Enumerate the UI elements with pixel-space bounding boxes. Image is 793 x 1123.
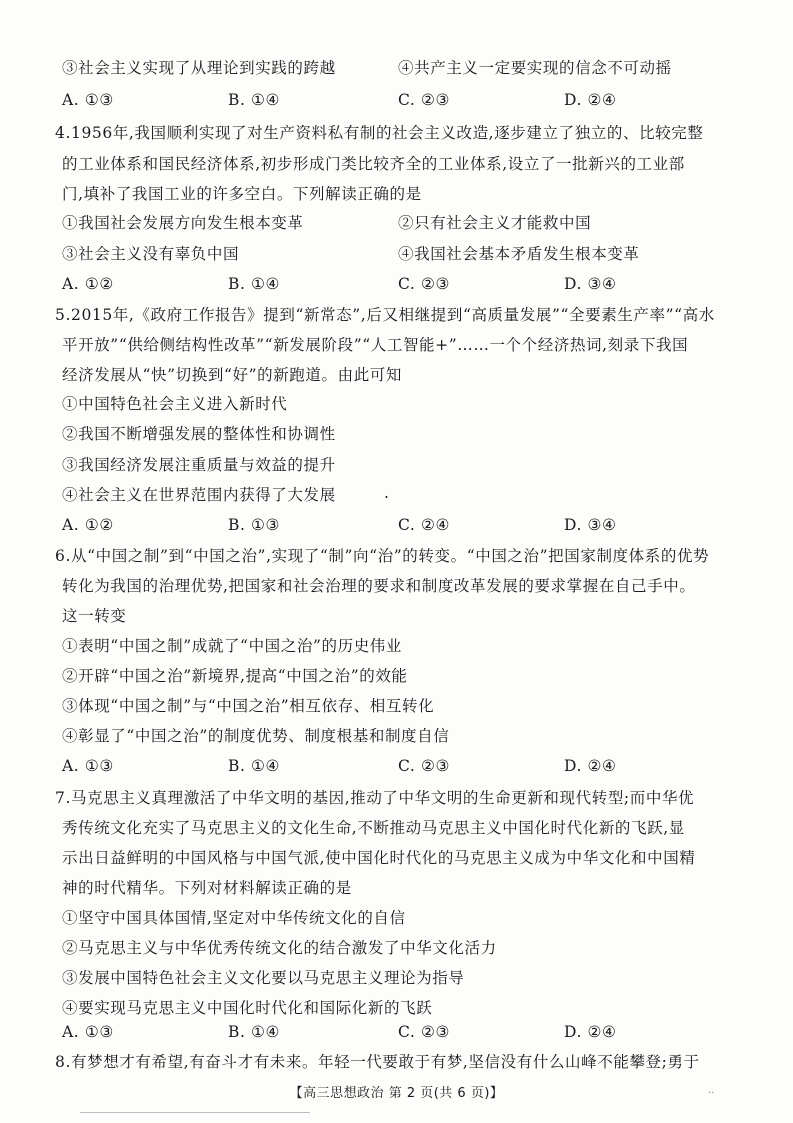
answer-c: C. ②③ xyxy=(398,91,450,109)
option-1-q7: ①坚守中国具体国情,坚定对中华传统文化的自信 xyxy=(62,909,406,927)
answer-c: C. ②③ xyxy=(398,275,450,293)
answer-a: A. ①③ xyxy=(62,91,114,109)
option-3-q3: ③社会主义实现了从理论到实践的跨越 xyxy=(62,59,336,77)
question-4-stem-cont: 门,填补了我国工业的许多空白。下列解读正确的是 xyxy=(62,185,422,203)
option-2-q5: ②我国不断增强发展的整体性和协调性 xyxy=(62,425,336,443)
option-3-q5: ③我国经济发展注重质量与效益的提升 xyxy=(62,456,336,474)
option-3-q6: ③体现“中国之制”与“中国之治”相互依存、相互转化 xyxy=(62,697,435,715)
option-1-q5: ①中国特色社会主义进入新时代 xyxy=(62,395,288,413)
option-1-q6: ①表明“中国之制”成就了“中国之治”的历史伟业 xyxy=(62,637,402,655)
question-7-stem: 7.马克思主义真理激活了中华文明的基因,推动了中华文明的生命更新和现代转型;而中华优 xyxy=(55,789,695,807)
question-6-stem-cont: 转化为我国的治理优势,把国家和社会治理的要求和制度改革发展的要求掌握在自己手中。 xyxy=(62,577,696,595)
option-1-q4: ①我国社会发展方向发生根本变革 xyxy=(62,214,304,232)
answer-b: B. ①③ xyxy=(228,516,281,534)
question-7-stem-cont: 神的时代精华。下列对材料解读正确的是 xyxy=(62,879,352,897)
question-5-stem: 5.2015年,《政府工作报告》提到“新常态”,后又相继提到“高质量发展”“全要素生产率”“高水 xyxy=(55,306,715,324)
answer-b: B. ①④ xyxy=(228,91,281,109)
answer-d: D. ②④ xyxy=(564,1023,617,1041)
answer-a: A. ①② xyxy=(62,516,114,534)
answer-b: B. ①④ xyxy=(228,1023,281,1041)
option-3-q4: ③社会主义没有辜负中国 xyxy=(62,245,240,263)
answer-d: D. ③④ xyxy=(564,275,617,293)
answer-a: A. ①③ xyxy=(62,757,114,775)
stray-mark: . xyxy=(384,484,390,502)
answer-d: D. ②④ xyxy=(564,91,617,109)
answer-c: C. ②③ xyxy=(398,1023,450,1041)
scan-artifact-line xyxy=(80,1112,310,1113)
corner-mark: ·· xyxy=(708,1088,715,1099)
question-6-stem: 6.从“中国之制”到“中国之治”,实现了“制”向“治”的转变。“中国之治”把国家制度体系的优势 xyxy=(55,547,710,565)
answer-c: C. ②④ xyxy=(398,516,450,534)
question-5-stem-cont: 经济发展从“快”切换到“好”的新跑道。由此可知 xyxy=(62,366,402,384)
page-footer: 【高三思想政治 第 2 页(共 6 页)】 xyxy=(289,1086,504,1101)
option-4-q6: ④彰显了“中国之治”的制度优势、制度根基和制度自信 xyxy=(62,727,450,745)
answer-d: D. ③④ xyxy=(564,516,617,534)
option-2-q6: ②开辟“中国之治”新境界,提高“中国之治”的效能 xyxy=(62,667,408,685)
answer-d: D. ②④ xyxy=(564,757,617,775)
option-4-q3: ④共产主义一定要实现的信念不可动摇 xyxy=(398,59,672,77)
option-4-q5: ④社会主义在世界范围内获得了大发展 xyxy=(62,486,336,504)
question-8-stem: 8.有梦想才有希望,有奋斗才有未来。年轻一代要敢于有梦,坚信没有什么山峰不能攀登;勇于 xyxy=(55,1053,700,1071)
answer-a: A. ①② xyxy=(62,275,114,293)
option-4-q4: ④我国社会基本矛盾发生根本变革 xyxy=(398,245,640,263)
option-2-q7: ②马克思主义与中华优秀传统文化的结合激发了中华文化活力 xyxy=(62,939,497,957)
question-6-stem-cont: 这一转变 xyxy=(62,607,127,625)
question-5-stem-cont: 平开放”“供给侧结构性改革”“新发展阶段”“人工智能+”……一个个经济热词,刻录下我国 xyxy=(62,336,689,354)
answer-a: A. ①③ xyxy=(62,1023,114,1041)
option-2-q4: ②只有社会主义才能救中国 xyxy=(398,214,592,232)
option-3-q7: ③发展中国特色社会主义文化要以马克思主义理论为指导 xyxy=(62,969,465,987)
answer-b: B. ①④ xyxy=(228,275,281,293)
question-4-stem: 4.1956年,我国顺利实现了对生产资料私有制的社会主义改造,逐步建立了独立的、比较完整 xyxy=(55,124,704,142)
answer-c: C. ②③ xyxy=(398,757,450,775)
question-4-stem-cont: 的工业体系和国民经济体系,初步形成门类比较齐全的工业体系,设立了一批新兴的工业部 xyxy=(62,155,685,173)
option-4-q7: ④要实现马克思主义中国化时代化和国际化新的飞跃 xyxy=(62,999,433,1017)
question-7-stem-cont: 示出日益鲜明的中国风格与中国气派,使中国化时代化的马克思主义成为中华文化和中国精 xyxy=(62,849,696,867)
answer-b: B. ①④ xyxy=(228,757,281,775)
question-7-stem-cont: 秀传统文化充实了马克思主义的文化生命,不断推动马克思主义中国化时代化新的飞跃,显 xyxy=(62,819,685,837)
